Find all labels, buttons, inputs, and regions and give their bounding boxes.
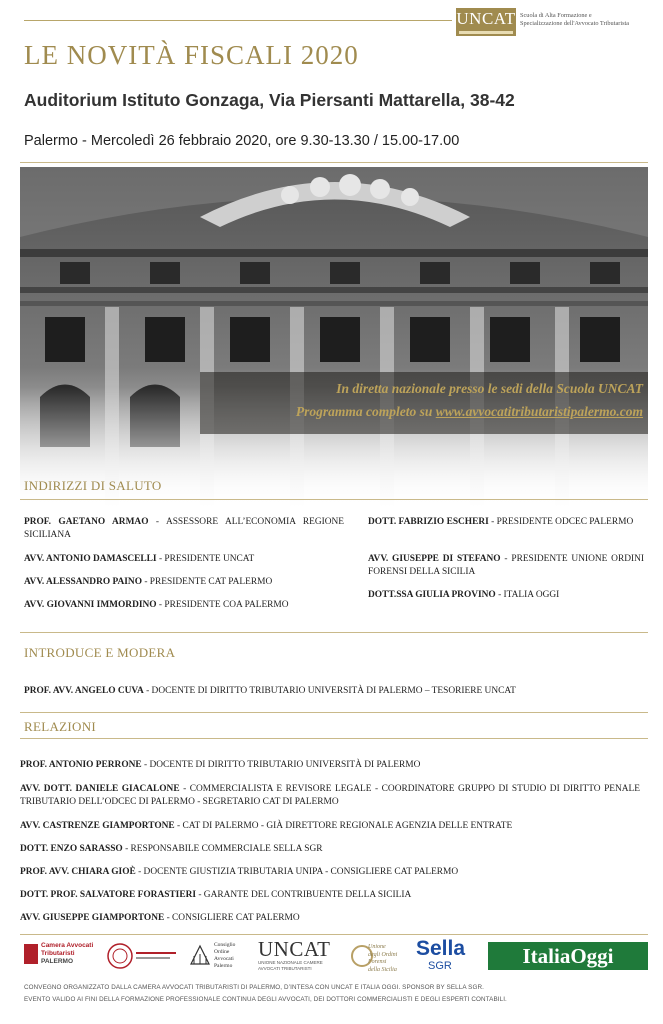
uncat-wordmark: UNCAT bbox=[258, 937, 331, 961]
coa-line3: Avvocati bbox=[214, 956, 234, 962]
unione-line2: degli Ordini Forensi bbox=[368, 951, 398, 965]
sponsor-logos bbox=[20, 938, 648, 976]
divider bbox=[20, 712, 648, 713]
sella-sub: SGR bbox=[428, 960, 452, 972]
uncat-sub-line1: UNIONE NAZIONALE CAMERE bbox=[258, 960, 323, 965]
uncat-logo-text: UNCAT bbox=[456, 9, 516, 28]
speaker-entry: DOTT. ENZO SARASSO - RESPONSABILE COMMERCIALE SELLA SGR bbox=[20, 844, 323, 854]
sella-logo bbox=[416, 938, 476, 974]
uncat-logo bbox=[456, 8, 516, 36]
program-prefix: Programma completo su bbox=[295, 404, 436, 419]
event-date: Palermo - Mercoledì 26 febbraio 2020, ore 9.30-13.30 / 15.00-17.00 bbox=[24, 133, 460, 149]
saluto-entry: AVV. GIUSEPPE DI STEFANO - PRESIDENTE UNIONE ORDINI FORENSI DELLA SICILIA bbox=[368, 554, 644, 577]
section-heading-modera: INTRODUCE E MODERA bbox=[24, 645, 176, 660]
uncat-caption-line1: Scuola di Alta Formazione e bbox=[520, 12, 592, 19]
building-photo bbox=[20, 167, 648, 507]
cat-line2: Tributaristi bbox=[41, 950, 75, 957]
saluto-entry: AVV. ALESSANDRO PAINO - PRESIDENTE CAT PALERMO bbox=[24, 577, 273, 587]
uncat-caption-line2: Specializzazione dell'Avvocato Tributarista bbox=[520, 20, 630, 27]
coa-line1: Consiglio bbox=[214, 942, 236, 948]
italiaoggi-logo bbox=[488, 942, 648, 970]
header-rule bbox=[24, 20, 452, 21]
moderator-entry: PROF. AVV. ANGELO CUVA - DOCENTE DI DIRITTO TRIBUTARIO UNIVERSITÀ DI PALERMO – TESORIERE UNCAT bbox=[24, 686, 516, 696]
coa-line4: Palermo bbox=[214, 963, 233, 969]
speaker-entry: PROF. ANTONIO PERRONE - DOCENTE DI DIRITTO TRIBUTARIO UNIVERSITÀ DI PALERMO bbox=[20, 760, 421, 770]
divider bbox=[20, 738, 648, 739]
unione-line1: Unione bbox=[368, 944, 386, 950]
footer-line1: CONVEGNO ORGANIZZATO DALLA CAMERA AVVOCATI TRIBUTARISTI DI PALERMO, D’INTESA CON UNCAT E ITALIA OGGI. SPONSOR BY SELLA SGR. bbox=[24, 984, 484, 991]
divider bbox=[20, 632, 648, 633]
saluto-entry: AVV. ANTONIO DAMASCELLI - PRESIDENTE UNCAT bbox=[24, 554, 255, 564]
seal-logo bbox=[106, 938, 180, 974]
speaker-entry: DOTT. PROF. SALVATORE FORASTIERI - GARANTE DEL CONTRIBUENTE DELLA SICILIA bbox=[20, 890, 412, 900]
speaker-entry: PROF. AVV. CHIARA GIOÈ - DOCENTE GIUSTIZIA TRIBUTARIA UNIPA - CONSIGLIERE CAT PALERMO bbox=[20, 867, 459, 877]
uncat-sponsor-logo bbox=[258, 938, 338, 974]
sella-wordmark: Sella bbox=[416, 937, 466, 960]
uncat-caption bbox=[520, 12, 660, 28]
event-title: LE NOVITÀ FISCALI 2020 bbox=[24, 40, 359, 70]
italiaoggi-wordmark: ItaliaOggi bbox=[522, 944, 614, 968]
program-line bbox=[296, 404, 643, 420]
saluto-entry: DOTT.SSA GIULIA PROVINO - ITALIA OGGI bbox=[368, 590, 560, 600]
speaker-entry: AVV. GIUSEPPE GIAMPORTONE - CONSIGLIERE CAT PALERMO bbox=[20, 913, 300, 923]
saluto-entry: PROF. GAETANO ARMAO - ASSESSORE ALL’ECONOMIA REGIONE SICILIANA bbox=[24, 517, 345, 540]
footer-line2: EVENTO VALIDO AI FINI DELLA FORMAZIONE PROFESSIONALE CONTINUA DEGLI AVVOCATI, DEI DOTTORI COMMERCIALISTI E DEGLI ESPERTI CONTABILI. bbox=[24, 996, 507, 1003]
divider bbox=[20, 499, 648, 500]
coa-line2: Ordine bbox=[214, 949, 230, 955]
divider bbox=[20, 934, 648, 935]
coa-palermo-logo bbox=[188, 938, 254, 974]
uncat-sub-line2: AVVOCATI TRIBUTARISTI bbox=[258, 965, 312, 971]
section-heading-relazioni: RELAZIONI bbox=[24, 719, 97, 734]
broadcast-line: In diretta nazionale presso le sedi della Scuola UNCAT bbox=[336, 381, 643, 396]
saluto-entry: DOTT. FABRIZIO ESCHERI - PRESIDENTE ODCEC PALERMO bbox=[368, 517, 634, 527]
section-heading-saluti: INDIRIZZI DI SALUTO bbox=[24, 478, 162, 493]
unione-ordini-logo bbox=[350, 938, 414, 974]
speaker-entry: AVV. DOTT. DANIELE GIACALONE - COMMERCIALISTA E REVISORE LEGALE - COORDINATORE GRUPPO DI STUDIO DI DIRITTO PENALE TRIBUTARIO DELL’ODCEC DI PALERMO - SEGRETARIO CAT DI PALERMO bbox=[20, 784, 641, 807]
unione-line3: della Sicilia bbox=[368, 966, 397, 973]
speaker-entry: AVV. CASTRENZE GIAMPORTONE - CAT DI PALERMO - GIÀ DIRETTORE REGIONALE AGENZIA DELLE ENTRATE bbox=[20, 821, 513, 831]
divider bbox=[20, 162, 648, 163]
saluto-entry: AVV. GIOVANNI IMMORDINO - PRESIDENTE COA PALERMO bbox=[24, 600, 289, 610]
cat-line3: PALERMO bbox=[41, 958, 74, 965]
event-venue: Auditorium Istituto Gonzaga, Via Piersanti Mattarella, 38-42 bbox=[24, 90, 515, 110]
camera-avvocati-logo bbox=[24, 938, 98, 974]
program-link[interactable]: www.avvocatitributaristipalermo.com bbox=[435, 404, 643, 419]
cat-line1: Camera Avvocati bbox=[41, 942, 94, 949]
